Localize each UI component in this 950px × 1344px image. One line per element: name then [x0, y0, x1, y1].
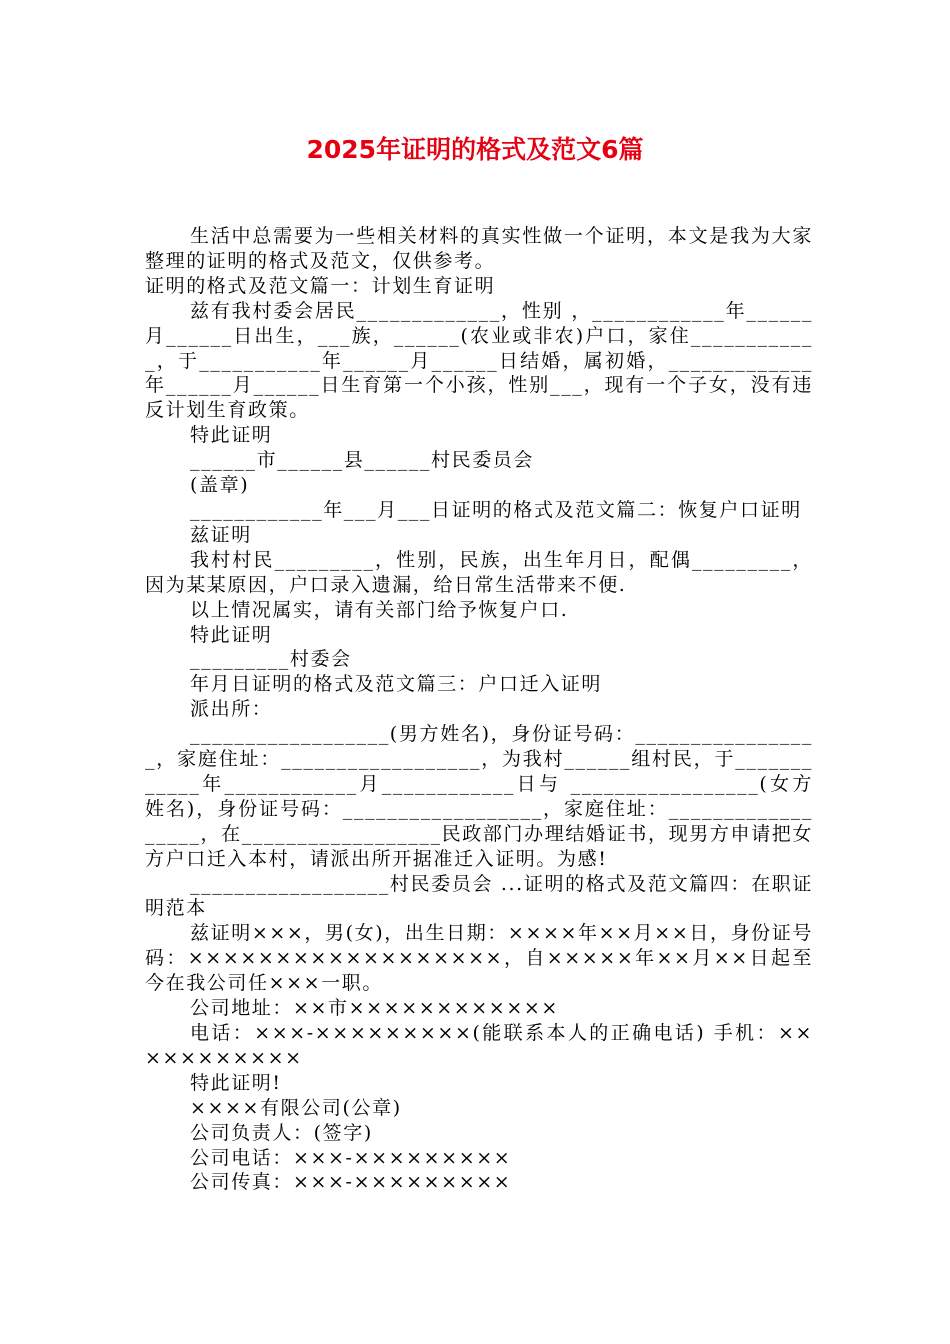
document-title: 2025年证明的格式及范文6篇: [306, 135, 644, 164]
body-paragraph: ______市______县______村民委员会: [190, 449, 535, 472]
body-paragraph: 年月日证明的格式及范文篇三：户口迁入证明: [190, 673, 603, 696]
body-paragraph: 公司负责人：(签字): [190, 1121, 373, 1144]
body-paragraph: 电话：×××-×××××××××(能联系本人的正确电话) 手机：×××××××××××: [145, 1022, 813, 1069]
body-paragraph: _________村委会: [190, 648, 352, 671]
body-paragraph: 生活中总需要为一些相关材料的真实性做一个证明，本文是我为大家整理的证明的格式及范文，仅供参考。: [145, 225, 813, 272]
body-paragraph: ××××有限公司(公章): [190, 1096, 402, 1119]
body-paragraph: __________________村民委员会 ...证明的格式及范文篇四：在职证明范本: [145, 872, 813, 920]
body-paragraph: 特此证明!: [190, 1071, 282, 1094]
body-paragraph: __________________(男方姓名)，身份证号码：_________________，家庭住址：__________________，为我村______组村民，于____________年____________月____________日与 _________________(女方姓名)，身份证号码：__________________，家庭住址：__________________，在__________________民政部门办理结婚证书，现男方申请把女方户口迁入本村，请派出所开据准迁入证明。为感!: [145, 723, 813, 870]
body-paragraph: 公司传真：×××-×××××××××: [190, 1171, 512, 1194]
body-paragraph: 特此证明: [190, 623, 273, 646]
body-paragraph: 兹证明: [190, 523, 252, 546]
body-paragraph: 兹证明×××，男(女)，出生日期：××××年××月××日，身份证号码：××××××××××××××××××，自×××××年××月××日起至今在我公司任×××一职。: [145, 922, 813, 995]
body-paragraph: 以上情况属实，请有关部门给予恢复户口.: [190, 598, 569, 621]
body-paragraph: 证明的格式及范文篇一：计划生育证明: [145, 274, 496, 297]
body-paragraph: 我村村民_________，性别，民族，出生年月日，配偶_________，因为某某原因，户口录入遗漏，给日常生活带来不便.: [145, 548, 813, 596]
body-paragraph: 派出所：: [190, 698, 273, 721]
body-paragraph: 公司地址：××市××××××××××××: [190, 997, 559, 1020]
body-paragraph: 特此证明: [190, 424, 273, 447]
body-paragraph: (盖章): [190, 474, 250, 497]
body-paragraph: 兹有我村委会居民_____________，性别 ，____________年______月______日出生，___族，______(农业或非农)户口，家住____________，于___________年______月______日结婚，属初婚，_____________年______月______日生育第一个小孩，性别___，现有一个子女，没有违反计划生育政策。: [145, 299, 813, 422]
body-paragraph: 公司电话：×××-×××××××××: [190, 1146, 512, 1169]
body-paragraph: ____________年___月___日证明的格式及范文篇二：恢复户口证明: [190, 498, 802, 521]
document-body: [145, 224, 813, 1195]
